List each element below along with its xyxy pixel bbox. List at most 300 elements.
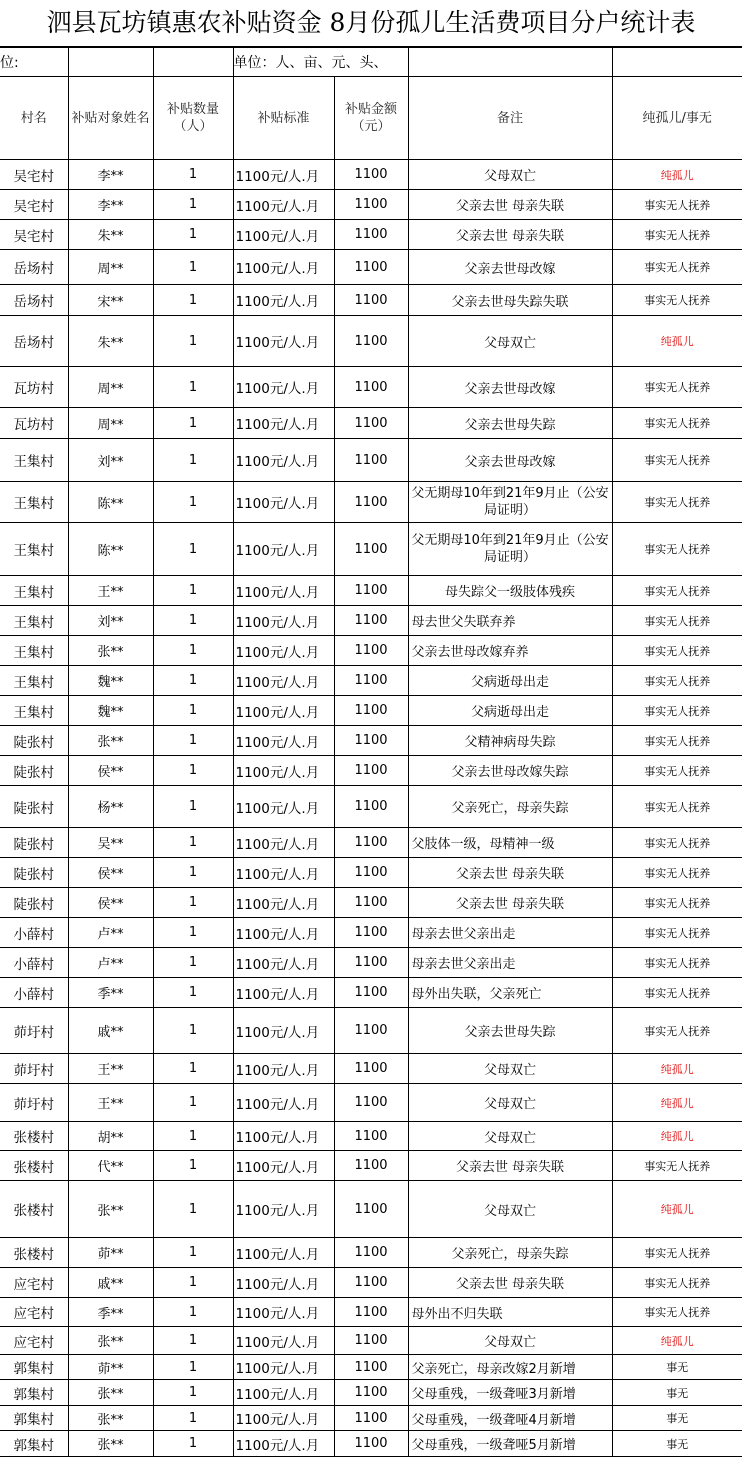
cell-standard: 1100元/人.月 [233,978,334,1008]
cell-village: 瓦坊村 [0,408,68,439]
cell-amount: 1100 [334,1406,408,1431]
cell-quantity: 1 [153,606,233,636]
cell-amount: 1100 [334,1268,408,1298]
cell-amount: 1100 [334,1298,408,1327]
cell-standard: 1100元/人.月 [233,1431,334,1457]
cell-amount: 1100 [334,190,408,220]
cell-standard: 1100元/人.月 [233,439,334,482]
cell-standard: 1100元/人.月 [233,1122,334,1151]
cell-amount: 1100 [334,1122,408,1151]
cell-note: 母外出失联，父亲死亡 [408,978,612,1008]
table-row [0,636,742,666]
cell-type: 事实无人抚养 [612,285,742,316]
cell-name: 周** [68,408,153,439]
cell-amount: 1100 [334,250,408,285]
table-row [0,1181,742,1238]
cell-quantity: 1 [153,1122,233,1151]
cell-village: 张楼村 [0,1151,68,1181]
cell-standard: 1100元/人.月 [233,726,334,756]
cell-note: 父母双亡 [408,1327,612,1355]
cell-note: 父肢体一级，母精神一级 [408,828,612,858]
header-row [0,77,742,160]
cell-quantity: 1 [153,190,233,220]
cell-type: 事实无人抚养 [612,1268,742,1298]
cell-quantity: 1 [153,1380,233,1406]
cell-amount: 1100 [334,726,408,756]
cell-quantity: 1 [153,408,233,439]
cell-type: 纯孤儿 [612,1122,742,1151]
cell-name: 季** [68,1298,153,1327]
cell-name: 李** [68,190,153,220]
cell-note: 父母重残，一级聋哑4月新增 [408,1406,612,1431]
cell-note: 父亲去世 母亲失联 [408,1151,612,1181]
cell-village: 岳场村 [0,285,68,316]
cell-note: 父无期母10年到21年9月止（公安局证明） [408,523,612,576]
cell-amount: 1100 [334,756,408,786]
cell-type: 事实无人抚养 [612,858,742,888]
cell-type: 事实无人抚养 [612,636,742,666]
cell-village: 张楼村 [0,1181,68,1238]
cell-quantity: 1 [153,250,233,285]
table-row [0,1431,742,1457]
cell-standard: 1100元/人.月 [233,1268,334,1298]
cell-standard: 1100元/人.月 [233,220,334,250]
cell-note: 父母双亡 [408,316,612,367]
cell-name: 茆** [68,1238,153,1268]
cell-quantity: 1 [153,786,233,828]
cell-note: 父亲去世母改嫁 [408,250,612,285]
table-row [0,285,742,316]
table-row [0,1380,742,1406]
cell-village: 郭集村 [0,1431,68,1457]
cell-type: 事实无人抚养 [612,1151,742,1181]
cell-amount: 1100 [334,523,408,576]
cell-quantity: 1 [153,576,233,606]
cell-village: 小薛村 [0,948,68,978]
table-row [0,606,742,636]
cell-quantity: 1 [153,888,233,918]
cell-type: 纯孤儿 [612,316,742,367]
table-row [0,439,742,482]
cell-quantity: 1 [153,756,233,786]
cell-standard: 1100元/人.月 [233,1054,334,1084]
cell-village: 瓦坊村 [0,367,68,408]
cell-name: 杨** [68,786,153,828]
cell-name: 张** [68,1431,153,1457]
cell-quantity: 1 [153,439,233,482]
cell-name: 宋** [68,285,153,316]
cell-quantity: 1 [153,858,233,888]
cell-village: 郭集村 [0,1380,68,1406]
table-row [0,160,742,190]
cell-amount: 1100 [334,1084,408,1122]
cell-note: 父亲去世母失踪失联 [408,285,612,316]
cell-type: 事实无人抚养 [612,918,742,948]
cell-village: 王集村 [0,576,68,606]
cell-name: 周** [68,367,153,408]
cell-type: 事实无人抚养 [612,1298,742,1327]
cell-village: 陡张村 [0,828,68,858]
cell-standard: 1100元/人.月 [233,576,334,606]
cell-village: 茆圩村 [0,1084,68,1122]
table-row [0,250,742,285]
cell-amount: 1100 [334,1181,408,1238]
cell-note: 父亲去世母失踪 [408,408,612,439]
cell-amount: 1100 [334,1327,408,1355]
cell-village: 吴宅村 [0,160,68,190]
cell-quantity: 1 [153,1431,233,1457]
cell-note: 父精神病母失踪 [408,726,612,756]
cell-note: 父亲去世 母亲失联 [408,1268,612,1298]
cell-name: 卢** [68,918,153,948]
cell-village: 小薛村 [0,918,68,948]
cell-amount: 1100 [334,918,408,948]
cell-village: 郭集村 [0,1406,68,1431]
table-row [0,696,742,726]
cell-name: 季** [68,978,153,1008]
unit-label: 单位：人、亩、元、头、 [233,48,408,77]
sheet-title: 泗县瓦坊镇惠农补贴资金 8月份孤儿生活费项目分户统计表 [0,0,742,47]
cell-standard: 1100元/人.月 [233,190,334,220]
cell-quantity: 1 [153,828,233,858]
cell-amount: 1100 [334,439,408,482]
cell-amount: 1100 [334,1355,408,1380]
cell-name: 魏** [68,696,153,726]
cell-standard: 1100元/人.月 [233,160,334,190]
cell-type: 事实无人抚养 [612,978,742,1008]
cell-amount: 1100 [334,160,408,190]
cell-amount: 1100 [334,666,408,696]
cell-note: 父亲去世母改嫁 [408,439,612,482]
cell-type: 事无 [612,1406,742,1431]
cell-amount: 1100 [334,1151,408,1181]
cell-amount: 1100 [334,316,408,367]
cell-type: 事实无人抚养 [612,786,742,828]
table-row [0,948,742,978]
table-row [0,756,742,786]
unit-row [0,48,742,77]
cell-standard: 1100元/人.月 [233,948,334,978]
cell-name: 王** [68,1084,153,1122]
cell-type: 事实无人抚养 [612,606,742,636]
cell-village: 陡张村 [0,756,68,786]
header-note: 备注 [408,77,612,160]
cell-quantity: 1 [153,1084,233,1122]
cell-standard: 1100元/人.月 [233,523,334,576]
cell-standard: 1100元/人.月 [233,1327,334,1355]
cell-name: 陈** [68,482,153,523]
cell-note: 父亲去世母失踪 [408,1008,612,1054]
cell-type: 事实无人抚养 [612,948,742,978]
cell-quantity: 1 [153,316,233,367]
cell-note: 父亲去世 母亲失联 [408,190,612,220]
cell-type: 纯孤儿 [612,1084,742,1122]
cell-standard: 1100元/人.月 [233,858,334,888]
cell-type: 事实无人抚养 [612,888,742,918]
cell-amount: 1100 [334,888,408,918]
cell-village: 陡张村 [0,888,68,918]
cell-name: 代** [68,1151,153,1181]
table-row [0,367,742,408]
cell-village: 王集村 [0,523,68,576]
cell-amount: 1100 [334,606,408,636]
cell-village: 王集村 [0,482,68,523]
cell-village: 小薛村 [0,978,68,1008]
cell-village: 郭集村 [0,1355,68,1380]
cell-quantity: 1 [153,1406,233,1431]
cell-village: 王集村 [0,636,68,666]
cell-name: 魏** [68,666,153,696]
cell-standard: 1100元/人.月 [233,1181,334,1238]
cell-name: 张** [68,1181,153,1238]
cell-village: 王集村 [0,606,68,636]
table-row [0,828,742,858]
cell-amount: 1100 [334,786,408,828]
cell-type: 事无 [612,1380,742,1406]
cell-note: 母亲去世父亲出走 [408,918,612,948]
cell-note: 父亲死亡，母亲改嫁2月新增 [408,1355,612,1380]
cell-village: 应宅村 [0,1298,68,1327]
cell-type: 事实无人抚养 [612,576,742,606]
cell-note: 父母双亡 [408,1181,612,1238]
cell-note: 母外出不归失联 [408,1298,612,1327]
cell-name: 茆** [68,1355,153,1380]
cell-quantity: 1 [153,1008,233,1054]
table-row [0,1151,742,1181]
cell-standard: 1100元/人.月 [233,1298,334,1327]
cell-note: 母失踪父一级肢体残疾 [408,576,612,606]
cell-quantity: 1 [153,1151,233,1181]
cell-name: 陈** [68,523,153,576]
cell-amount: 1100 [334,482,408,523]
cell-quantity: 1 [153,1268,233,1298]
cell-note: 父亲死亡，母亲失踪 [408,786,612,828]
cell-type: 事实无人抚养 [612,666,742,696]
table-row [0,1355,742,1380]
cell-amount: 1100 [334,696,408,726]
cell-note: 父亲死亡，母亲失踪 [408,1238,612,1268]
unit-prefix: 位: [0,48,68,77]
cell-type: 事实无人抚养 [612,1238,742,1268]
cell-type: 纯孤儿 [612,1181,742,1238]
cell-name: 侯** [68,858,153,888]
cell-quantity: 1 [153,1355,233,1380]
table-row [0,190,742,220]
cell-name: 张** [68,636,153,666]
table-row [0,523,742,576]
cell-note: 父亲去世母改嫁 [408,367,612,408]
cell-standard: 1100元/人.月 [233,1008,334,1054]
cell-quantity: 1 [153,1054,233,1084]
cell-name: 朱** [68,220,153,250]
table-row [0,1054,742,1084]
cell-standard: 1100元/人.月 [233,888,334,918]
header-standard: 补贴标准 [233,77,334,160]
cell-note: 父母双亡 [408,1054,612,1084]
cell-standard: 1100元/人.月 [233,1151,334,1181]
cell-name: 刘** [68,606,153,636]
cell-amount: 1100 [334,1380,408,1406]
cell-quantity: 1 [153,1238,233,1268]
cell-standard: 1100元/人.月 [233,1084,334,1122]
cell-standard: 1100元/人.月 [233,606,334,636]
cell-amount: 1100 [334,408,408,439]
cell-village: 岳场村 [0,250,68,285]
cell-type: 事实无人抚养 [612,220,742,250]
cell-quantity: 1 [153,666,233,696]
cell-note: 父母双亡 [408,1122,612,1151]
cell-quantity: 1 [153,978,233,1008]
cell-quantity: 1 [153,482,233,523]
table-row [0,316,742,367]
cell-quantity: 1 [153,1298,233,1327]
cell-amount: 1100 [334,1054,408,1084]
cell-type: 事实无人抚养 [612,756,742,786]
cell-name: 王** [68,1054,153,1084]
cell-amount: 1100 [334,1008,408,1054]
cell-amount: 1100 [334,978,408,1008]
cell-village: 茆圩村 [0,1008,68,1054]
table-row [0,1298,742,1327]
cell-village: 应宅村 [0,1268,68,1298]
cell-quantity: 1 [153,726,233,756]
cell-village: 张楼村 [0,1122,68,1151]
cell-note: 父无期母10年到21年9月止（公安局证明） [408,482,612,523]
cell-note: 父病逝母出走 [408,696,612,726]
subsidy-table [0,47,742,1457]
cell-village: 王集村 [0,666,68,696]
table-row [0,1327,742,1355]
cell-standard: 1100元/人.月 [233,250,334,285]
cell-standard: 1100元/人.月 [233,285,334,316]
cell-note: 父亲去世母改嫁弃养 [408,636,612,666]
table-row [0,482,742,523]
cell-standard: 1100元/人.月 [233,1380,334,1406]
table-row [0,858,742,888]
cell-amount: 1100 [334,948,408,978]
cell-amount: 1100 [334,285,408,316]
cell-name: 侯** [68,888,153,918]
cell-name: 戚** [68,1268,153,1298]
cell-standard: 1100元/人.月 [233,756,334,786]
cell-village: 茆圩村 [0,1054,68,1084]
table-row [0,888,742,918]
cell-village: 陡张村 [0,858,68,888]
cell-amount: 1100 [334,1431,408,1457]
cell-type: 事实无人抚养 [612,726,742,756]
cell-type: 事实无人抚养 [612,828,742,858]
cell-quantity: 1 [153,918,233,948]
cell-name: 张** [68,1406,153,1431]
cell-name: 吴** [68,828,153,858]
cell-village: 陡张村 [0,726,68,756]
cell-standard: 1100元/人.月 [233,1355,334,1380]
cell-name: 侯** [68,756,153,786]
cell-name: 朱** [68,316,153,367]
table-row [0,1406,742,1431]
cell-note: 父亲去世母改嫁失踪 [408,756,612,786]
table-row [0,1084,742,1122]
cell-village: 陡张村 [0,786,68,828]
cell-note: 父亲去世 母亲失联 [408,858,612,888]
cell-village: 王集村 [0,696,68,726]
table-row [0,1238,742,1268]
cell-type: 纯孤儿 [612,1054,742,1084]
header-name: 补贴对象姓名 [68,77,153,160]
cell-note: 父母双亡 [408,1084,612,1122]
header-quantity: 补贴数量（人） [153,77,233,160]
table-row [0,1008,742,1054]
cell-type: 事实无人抚养 [612,250,742,285]
cell-type: 事实无人抚养 [612,408,742,439]
cell-standard: 1100元/人.月 [233,696,334,726]
cell-type: 事实无人抚养 [612,482,742,523]
cell-note: 父亲去世 母亲失联 [408,888,612,918]
cell-village: 吴宅村 [0,190,68,220]
cell-standard: 1100元/人.月 [233,828,334,858]
cell-standard: 1100元/人.月 [233,1238,334,1268]
cell-type: 事无 [612,1431,742,1457]
cell-name: 张** [68,1380,153,1406]
cell-name: 李** [68,160,153,190]
cell-name: 周** [68,250,153,285]
cell-quantity: 1 [153,636,233,666]
cell-village: 应宅村 [0,1327,68,1355]
cell-name: 王** [68,576,153,606]
cell-quantity: 1 [153,1327,233,1355]
cell-type: 纯孤儿 [612,1327,742,1355]
table-row [0,918,742,948]
table-row [0,1122,742,1151]
cell-quantity: 1 [153,367,233,408]
cell-name: 胡** [68,1122,153,1151]
cell-amount: 1100 [334,858,408,888]
cell-standard: 1100元/人.月 [233,316,334,367]
cell-type: 事实无人抚养 [612,696,742,726]
cell-type: 事实无人抚养 [612,1008,742,1054]
cell-quantity: 1 [153,948,233,978]
table-row [0,666,742,696]
table-row [0,220,742,250]
table-row [0,1268,742,1298]
cell-note: 父母双亡 [408,160,612,190]
cell-amount: 1100 [334,220,408,250]
cell-quantity: 1 [153,160,233,190]
cell-type: 事实无人抚养 [612,367,742,408]
cell-quantity: 1 [153,523,233,576]
cell-name: 戚** [68,1008,153,1054]
cell-amount: 1100 [334,367,408,408]
cell-name: 张** [68,1327,153,1355]
cell-standard: 1100元/人.月 [233,408,334,439]
cell-note: 父母重残，一级聋哑3月新增 [408,1380,612,1406]
cell-quantity: 1 [153,220,233,250]
header-type: 纯孤儿/事无 [612,77,742,160]
table-row [0,978,742,1008]
header-village: 村名 [0,77,68,160]
cell-village: 张楼村 [0,1238,68,1268]
cell-standard: 1100元/人.月 [233,786,334,828]
cell-type: 事实无人抚养 [612,439,742,482]
cell-note: 母亲去世父亲出走 [408,948,612,978]
cell-name: 刘** [68,439,153,482]
cell-note: 父病逝母出走 [408,666,612,696]
cell-type: 事无 [612,1355,742,1380]
cell-village: 吴宅村 [0,220,68,250]
cell-note: 母去世父失联弃养 [408,606,612,636]
table-row [0,576,742,606]
cell-quantity: 1 [153,285,233,316]
